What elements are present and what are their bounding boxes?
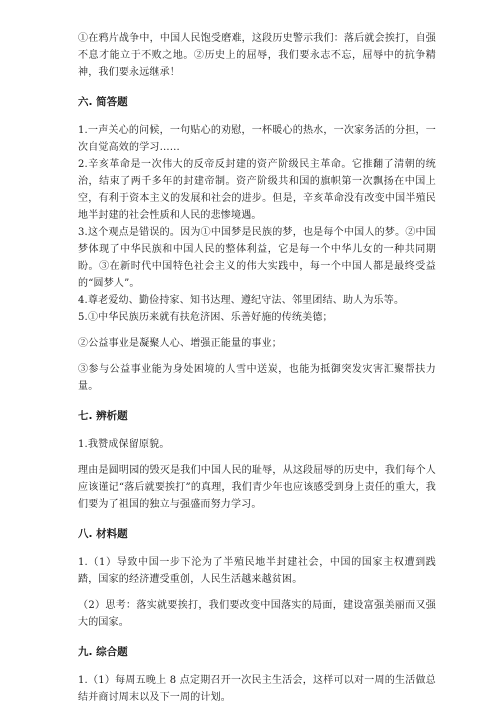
comprehensive-answer-1: 1.（1）每周五晚上 8 点定期召开一次民主生活会，这样可以对一周的生活做总结并商讨周末以及下一周的计划。 bbox=[78, 675, 436, 703]
answer-2: 2.辛亥革命是一次伟大的反帝反封建的资产阶级民主革命。它推翻了清朝的统治，结束了两千多年的封建帝制。资产阶级共和国的旗帜第一次飘扬在中国上空，有利于资本主义的发展和社会的进步。但是，辛亥革命没有改变中国半殖民地半封建的社会性质和人民的悲惨境遇。 bbox=[78, 159, 436, 221]
section-heading-material: 八. 材料题 bbox=[78, 528, 128, 540]
analysis-answer: 1.我赞成保留原貌。 bbox=[78, 439, 170, 450]
answer-3: 3.这个观点是错误的。因为①中国梦是民族的梦，也是每个中国人的梦。②中国梦体现了中华民族和中国人民的整体利益，它是每一个中华儿女的一种共同期盼。③在新时代中国特色社会主义的伟大实践中，每一个中国人都是最终受益的“圆梦人”。 bbox=[78, 227, 436, 289]
section-heading-comprehensive: 九. 综合题 bbox=[78, 646, 128, 658]
answer-5-point-1: 5.①中华民族历来就有扶危济困、乐善好施的传统美德； bbox=[78, 312, 333, 323]
answer-1: 1.一声关心的问候，一句贴心的劝慰，一杯暖心的热水，一次家务活的分担，一次自觉高效的学习…… bbox=[78, 125, 436, 153]
material-answer-2: （2）思考：落实就要挨打，我们要改变中国落实的局面，建设富强美丽而又强大的国家。 bbox=[78, 600, 436, 628]
analysis-reason: 理由是圆明园的毁灭是我们中国人民的耻辱，从这段屈辱的历史中，我们每个人应该谨记“落后就要挨打”的真理，我们青少年也应该感受到身上责任的重大，我们要为了祖国的独立与强盛而努力学习。 bbox=[78, 465, 436, 510]
section-heading-short-answer: 六. 简答题 bbox=[78, 96, 128, 108]
section-heading-analysis: 七. 辨析题 bbox=[78, 410, 128, 422]
material-answer-1: 1.（1）导致中国一步下沦为了半殖民地半封建社会，中国的国家主权遭到践踏，国家的经济遭受重创，人民生活越来越贫困。 bbox=[78, 557, 436, 585]
answer-4: 4.尊老爱幼、勤俭持家、知书达理、遵纪守法、邻里团结、助人为乐等。 bbox=[78, 295, 405, 306]
intro-paragraph: ①在鸦片战争中，中国人民饱受磨难，这段历史警示我们：落后就会挨打，自强不息才能立于不败之地。②历史上的屈辱，我们要永志不忘，屈辱中的抗争精神，我们要永远继承！ bbox=[78, 33, 436, 78]
answer-5-point-3: ③参与公益事业能为身处困境的人雪中送炭，也能为抵御突发灾害汇聚帮扶力量。 bbox=[78, 364, 436, 392]
answer-5-point-2: ②公益事业是凝聚人心、增强正能量的事业； bbox=[78, 338, 282, 349]
